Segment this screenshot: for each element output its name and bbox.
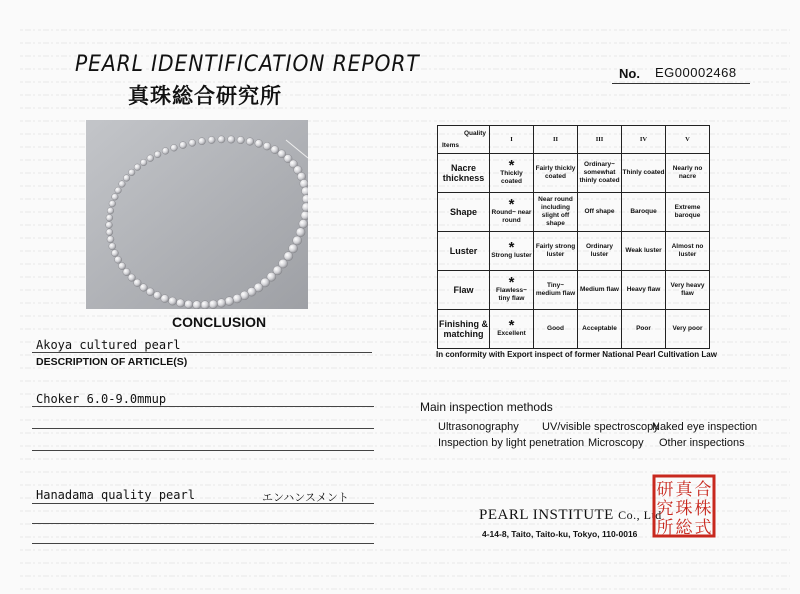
institute-name-suffix: Co., Ltd	[618, 508, 662, 522]
report-title: PEARL IDENTIFICATION REPORT	[75, 52, 420, 77]
pearl-bead	[134, 164, 141, 171]
grade-header: IV	[622, 126, 666, 154]
grading-cell-text: Extreme baroque	[674, 204, 701, 219]
grading-cell-text: Thickly coated	[500, 169, 523, 185]
grading-cell	[666, 310, 710, 349]
pearl-bead	[107, 236, 114, 243]
grading-cell	[578, 154, 622, 193]
quality-underline-1	[32, 503, 374, 504]
pearl-bead	[208, 136, 215, 143]
pearl-bead	[119, 181, 126, 188]
pearl-bead	[237, 136, 244, 143]
pearl-bead	[209, 300, 218, 309]
institute-name	[479, 507, 662, 524]
grading-cell-text: Tiny~ medium flaw	[535, 282, 576, 297]
grading-row	[438, 271, 710, 310]
pearl-bead	[128, 169, 135, 176]
report-number-underline	[612, 83, 750, 84]
pearl-bead	[140, 284, 148, 292]
pearl-bead	[140, 159, 147, 166]
pearl-bead	[228, 136, 235, 143]
pearl-bead	[161, 295, 169, 303]
seal-character: 研	[656, 480, 674, 500]
method-ultrasonography: Ultrasonography	[438, 421, 519, 433]
pearl-bead	[107, 207, 114, 214]
grading-cell	[622, 154, 666, 193]
quality-underline-3	[32, 543, 374, 544]
grading-cell-text: Nearly no nacre	[672, 165, 703, 180]
grading-row	[438, 232, 710, 271]
grading-cell-text: Very poor	[672, 325, 703, 332]
method-other: Other inspections	[659, 437, 745, 449]
pearl-bead	[302, 187, 309, 196]
seal-character: 究	[656, 499, 674, 519]
grading-cell-text: Round~ near round	[491, 208, 532, 224]
pearl-bead	[246, 138, 254, 146]
grading-cell	[622, 232, 666, 271]
grade-header: II	[534, 126, 578, 154]
grading-cell	[534, 154, 578, 193]
grading-cell	[578, 232, 622, 271]
description-label: DESCRIPTION OF ARTICLE(S)	[36, 356, 188, 368]
pearl-bead	[111, 250, 118, 257]
pearl-bead	[106, 229, 113, 236]
grading-cell-text: Fairly strong luster	[535, 243, 576, 258]
method-microscopy: Microscopy	[588, 437, 644, 449]
grading-row	[438, 310, 710, 349]
grading-cell-text: Flawless~ tiny flaw	[496, 286, 527, 302]
description-underline-2	[32, 428, 374, 429]
grading-cell-text: Good	[547, 325, 564, 332]
pearl-bead	[162, 148, 169, 155]
grading-cell-text: Strong luster	[491, 251, 532, 259]
grading-cell-text: Almost no luster	[671, 243, 704, 258]
grading-cell-text: Poor	[636, 325, 651, 332]
pearl-bead	[300, 179, 308, 188]
grading-cell-text: Ordinary~ somewhat thinly coated	[579, 161, 620, 184]
grading-cell	[622, 310, 666, 349]
pearl-bead	[180, 142, 187, 149]
pearl-bead	[109, 200, 116, 207]
pearl-bead	[147, 155, 154, 162]
grading-cell	[534, 193, 578, 232]
pearl-bead	[112, 194, 119, 201]
seal-character: 真	[675, 480, 693, 500]
grading-cell	[490, 193, 534, 232]
method-uv-spectroscopy: UV/visible spectroscopy	[542, 421, 659, 433]
pearl-bead	[154, 292, 162, 300]
grade-mark-asterisk: *	[508, 273, 515, 291]
grading-cell-text: Heavy flaw	[626, 286, 661, 293]
description-value: Choker 6.0-9.0mmup	[36, 392, 167, 406]
pearl-bead	[198, 138, 205, 145]
grading-cell	[534, 232, 578, 271]
grading-table	[437, 125, 710, 349]
grading-row-label: Shape	[438, 193, 490, 232]
pearl-bead	[128, 274, 135, 281]
pearl-bead	[106, 222, 113, 229]
grading-cell-text: Baroque	[630, 208, 657, 215]
pearl-necklace-photo	[86, 120, 308, 309]
grading-row	[438, 193, 710, 232]
grading-cell-text: Medium flaw	[579, 286, 619, 293]
pearl-bead	[134, 279, 142, 287]
grading-cell-text: Acceptable	[582, 325, 617, 332]
method-naked-eye: Naked eye inspection	[652, 421, 758, 433]
grading-table-corner	[438, 126, 490, 154]
grading-cell-text: Ordinary luster	[585, 243, 614, 258]
grading-cell	[666, 271, 710, 310]
grading-cell-text: Fairly thickly coated	[535, 165, 576, 180]
grade-mark-asterisk: *	[508, 156, 515, 174]
grading-row	[438, 154, 710, 193]
quality-underline-2	[32, 523, 374, 524]
quality-value: Hanadama quality pearl	[36, 488, 195, 502]
grade-mark-asterisk: *	[508, 195, 515, 213]
corner-quality-label: Quality	[463, 130, 486, 137]
grading-cell-text: Near round including slight off shape	[538, 196, 573, 227]
grading-cell	[490, 271, 534, 310]
conclusion-value: Akoya cultured pearl	[36, 338, 181, 352]
institute-address: 4-14-8, Taito, Taito-ku, Tokyo, 110-0016	[482, 529, 638, 539]
pearl-bead	[118, 262, 125, 269]
grading-cell	[666, 193, 710, 232]
grading-cell	[534, 271, 578, 310]
grading-cell	[666, 154, 710, 193]
pearl-bead	[201, 301, 209, 309]
pearl-bead	[296, 228, 305, 237]
pearl-bead	[293, 236, 302, 245]
seal-character: 株	[694, 499, 712, 519]
grading-cell	[666, 232, 710, 271]
pearl-bead	[301, 211, 308, 220]
conformity-note: In conformity with Export inspect of former National Pearl Cultivation Law	[436, 350, 717, 359]
grading-row-label: Flaw	[438, 271, 490, 310]
pearl-bead	[233, 294, 242, 303]
pearl-bead	[106, 214, 113, 221]
seal-character: 式	[694, 518, 712, 538]
pearl-bead	[271, 146, 279, 154]
institute-seal-stamp	[652, 474, 716, 538]
pearl-bead	[263, 142, 271, 150]
conclusion-heading: CONCLUSION	[172, 314, 267, 330]
grading-cell	[490, 310, 534, 349]
grade-mark-asterisk: *	[508, 238, 515, 256]
description-underline-3	[32, 450, 374, 451]
grading-cell	[534, 310, 578, 349]
seal-character: 珠	[675, 499, 693, 519]
grading-cell-text: Weak luster	[625, 247, 662, 254]
conclusion-underline	[32, 352, 372, 353]
pearl-bead	[217, 299, 226, 308]
pearl-bead	[218, 136, 225, 143]
seal-character: 総	[675, 518, 693, 538]
grade-header: III	[578, 126, 622, 154]
pearl-bead	[185, 300, 193, 308]
report-number-value: EG00002468	[655, 65, 737, 80]
pearl-bead	[193, 301, 201, 309]
seal-character: 所	[656, 518, 674, 538]
grading-cell	[578, 310, 622, 349]
pearl-bead	[115, 187, 122, 194]
grading-cell	[490, 232, 534, 271]
pearl-bead	[171, 144, 178, 151]
method-light-penetration: Inspection by light penetration	[438, 437, 585, 449]
pearl-bead	[146, 288, 154, 296]
seal-character: 合	[694, 480, 712, 500]
inspection-methods-title: Main inspection methods	[420, 400, 553, 414]
report-title-japanese: 真珠総合研究所	[128, 84, 282, 108]
grading-cell	[578, 271, 622, 310]
grade-mark-asterisk: *	[508, 316, 515, 334]
pearl-bead	[225, 297, 234, 306]
grading-cell	[622, 271, 666, 310]
pearl-bead	[169, 297, 177, 305]
quality-katakana: エンハンスメント	[262, 491, 349, 504]
grading-row-label: Nacre thickness	[438, 154, 490, 193]
grading-cell-text: Thinly coated	[622, 169, 665, 176]
grading-row-label: Finishing & matching	[438, 310, 490, 349]
grading-cell-text: Very heavy flaw	[670, 282, 705, 297]
pearl-bead	[189, 139, 196, 146]
pearl-bead	[109, 243, 116, 250]
grading-cell-text: Off shape	[584, 208, 615, 215]
grading-cell	[490, 154, 534, 193]
corner-items-label: Items	[442, 142, 459, 149]
pearl-bead	[115, 256, 122, 263]
pearl-bead	[123, 268, 130, 275]
pearl-bead	[299, 219, 308, 228]
pearl-bead	[176, 299, 184, 307]
grade-header: V	[666, 126, 710, 154]
grading-cell	[578, 193, 622, 232]
pearl-bead	[289, 244, 298, 253]
pearl-bead	[154, 151, 161, 158]
grading-cell-text: Excellent	[497, 329, 526, 337]
grading-cell	[622, 193, 666, 232]
grade-header: I	[490, 126, 534, 154]
institute-name-main: PEARL INSTITUTE	[479, 507, 614, 523]
pearl-bead	[123, 175, 130, 182]
pearl-bead	[255, 140, 263, 148]
description-underline-1	[32, 406, 374, 407]
grading-row-label: Luster	[438, 232, 490, 271]
pearl-bead	[284, 252, 293, 261]
report-number-label: No.	[619, 66, 640, 81]
